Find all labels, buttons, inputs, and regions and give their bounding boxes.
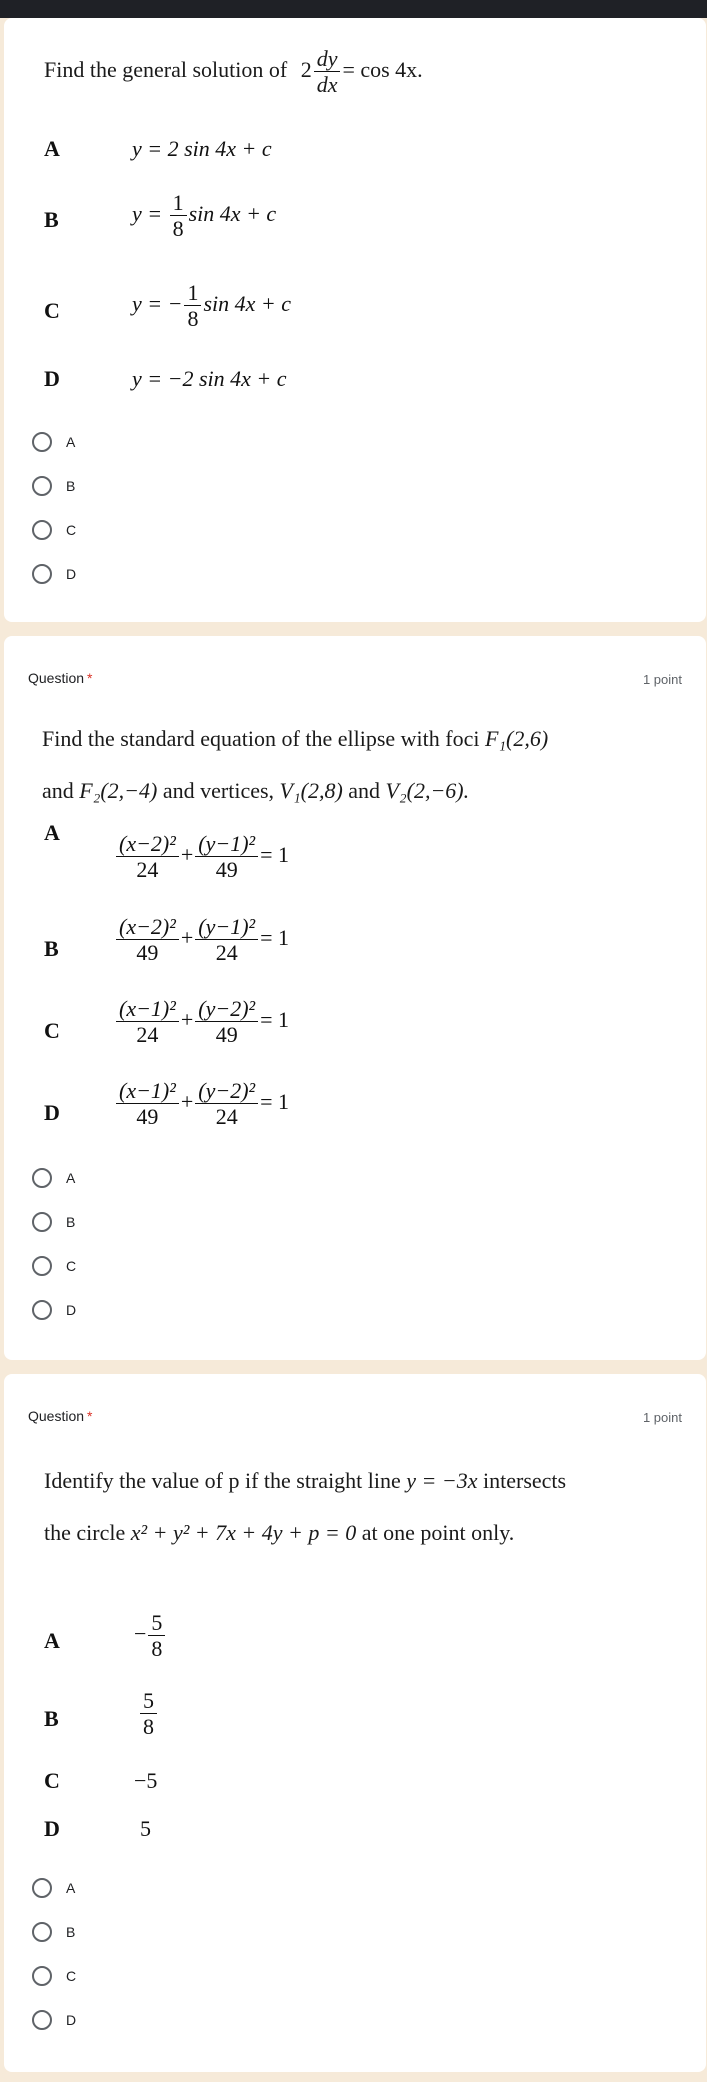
q2-option-d-expr: $\frac{\text{(x−1)²}}{49}$ + $\frac{\text{(y−2)²}}{24}$ = 1 [114,1078,289,1130]
q3-option-b-letter: B [44,1706,59,1731]
q2-option-c-expr: $\frac{\text{(x−1)²}}{24}$ + $\frac{\text{(y−2)²}}{49}$ = 1 [114,996,289,1048]
q2-points: 1 point [642,672,682,687]
q1-radio-c[interactable]: C [32,520,76,540]
q3-option-a-expr: − $\frac{5}{8}$ [134,1610,167,1662]
q2-option-a-expr: $\frac{\text{(x−2)²}}{24}$ + $\frac{\text{(y−1)²}}{49}$ = 1 [114,831,289,883]
q3-radio-c[interactable]: C [32,1966,76,1986]
q3-stem-line-1: Identify the value of p if the straight line y = −3x intersects [44,1468,567,1493]
radio-circle-icon[interactable] [32,2010,52,2030]
q1-radio-b[interactable]: B [32,476,75,496]
radio-circle-icon[interactable] [32,1300,52,1320]
q2-option-b-expr: $\frac{\text{(x−2)²}}{49}$ + $\frac{\text{(y−1)²}}{24}$ = 1 [114,914,289,966]
q3-option-c-letter: C [44,1768,60,1793]
q1-option-b-expr: y = $\frac{1}{8}$ sin 4x + c [132,190,277,242]
q2-radio-a[interactable]: A [32,1168,75,1188]
radio-circle-icon[interactable] [32,1168,52,1188]
question-card-1 [4,18,706,622]
q1-radio-a[interactable]: A [32,432,75,452]
q3-option-b-expr: $\frac{5}{8}$ [138,1688,159,1740]
q1-option-d-letter: D [44,366,60,391]
q2-stem-line-1: Find the standard equation of the ellipse with foci F₁(2,6) [42,726,549,751]
q2-radio-c[interactable]: C [32,1256,76,1276]
q2-option-b-letter: B [44,936,59,961]
q3-stem-line-2: the circle x² + y² + 7x + 4y + p = 0 at one point only. [44,1520,515,1545]
q3-option-c-expr: −5 [134,1768,158,1793]
q2-radio-d[interactable]: D [32,1300,76,1320]
q2-question-label: Question * [28,670,93,686]
browser-top-bar [0,0,707,18]
q1-stem: Find the general solution of 2 $\frac{dy}{dx}$ = cos 4x. [44,46,423,98]
radio-circle-icon[interactable] [32,1878,52,1898]
radio-circle-icon[interactable] [32,1966,52,1986]
q1-radio-d[interactable]: D [32,564,76,584]
q3-option-d-expr: 5 [140,1816,151,1841]
radio-circle-icon[interactable] [32,520,52,540]
question-card-2 [4,636,706,1360]
q2-option-d-letter: D [44,1100,60,1125]
radio-circle-icon[interactable] [32,564,52,584]
question-card-3 [4,1374,706,2072]
q2-option-a-letter: A [44,820,60,845]
radio-circle-icon[interactable] [32,1212,52,1232]
q1-option-c-expr: y = − $\frac{1}{8}$ sin 4x + c [132,280,292,332]
radio-circle-icon[interactable] [32,476,52,496]
q1-option-c-letter: C [44,298,60,323]
q1-option-a-expr: y = 2 sin 4x + c [132,136,272,161]
q2-option-c-letter: C [44,1018,60,1043]
q3-radio-b[interactable]: B [32,1922,75,1942]
radio-circle-icon[interactable] [32,1256,52,1276]
q3-option-d-letter: D [44,1816,60,1841]
radio-circle-icon[interactable] [32,1922,52,1942]
q3-radio-d[interactable]: D [32,2010,76,2030]
q1-option-a-letter: A [44,136,60,161]
q2-radio-b[interactable]: B [32,1212,75,1232]
q3-radio-a[interactable]: A [32,1878,75,1898]
q2-stem-line-2: and F₂(2,−4) and vertices, V₁(2,8) and V₂(2,−6). [42,778,470,803]
q1-option-d-expr: y = −2 sin 4x + c [132,366,287,391]
q3-question-label: Question * [28,1408,93,1424]
q1-option-b-letter: B [44,207,59,232]
q3-option-a-letter: A [44,1628,60,1653]
radio-circle-icon[interactable] [32,432,52,452]
q3-points: 1 point [642,1410,682,1425]
